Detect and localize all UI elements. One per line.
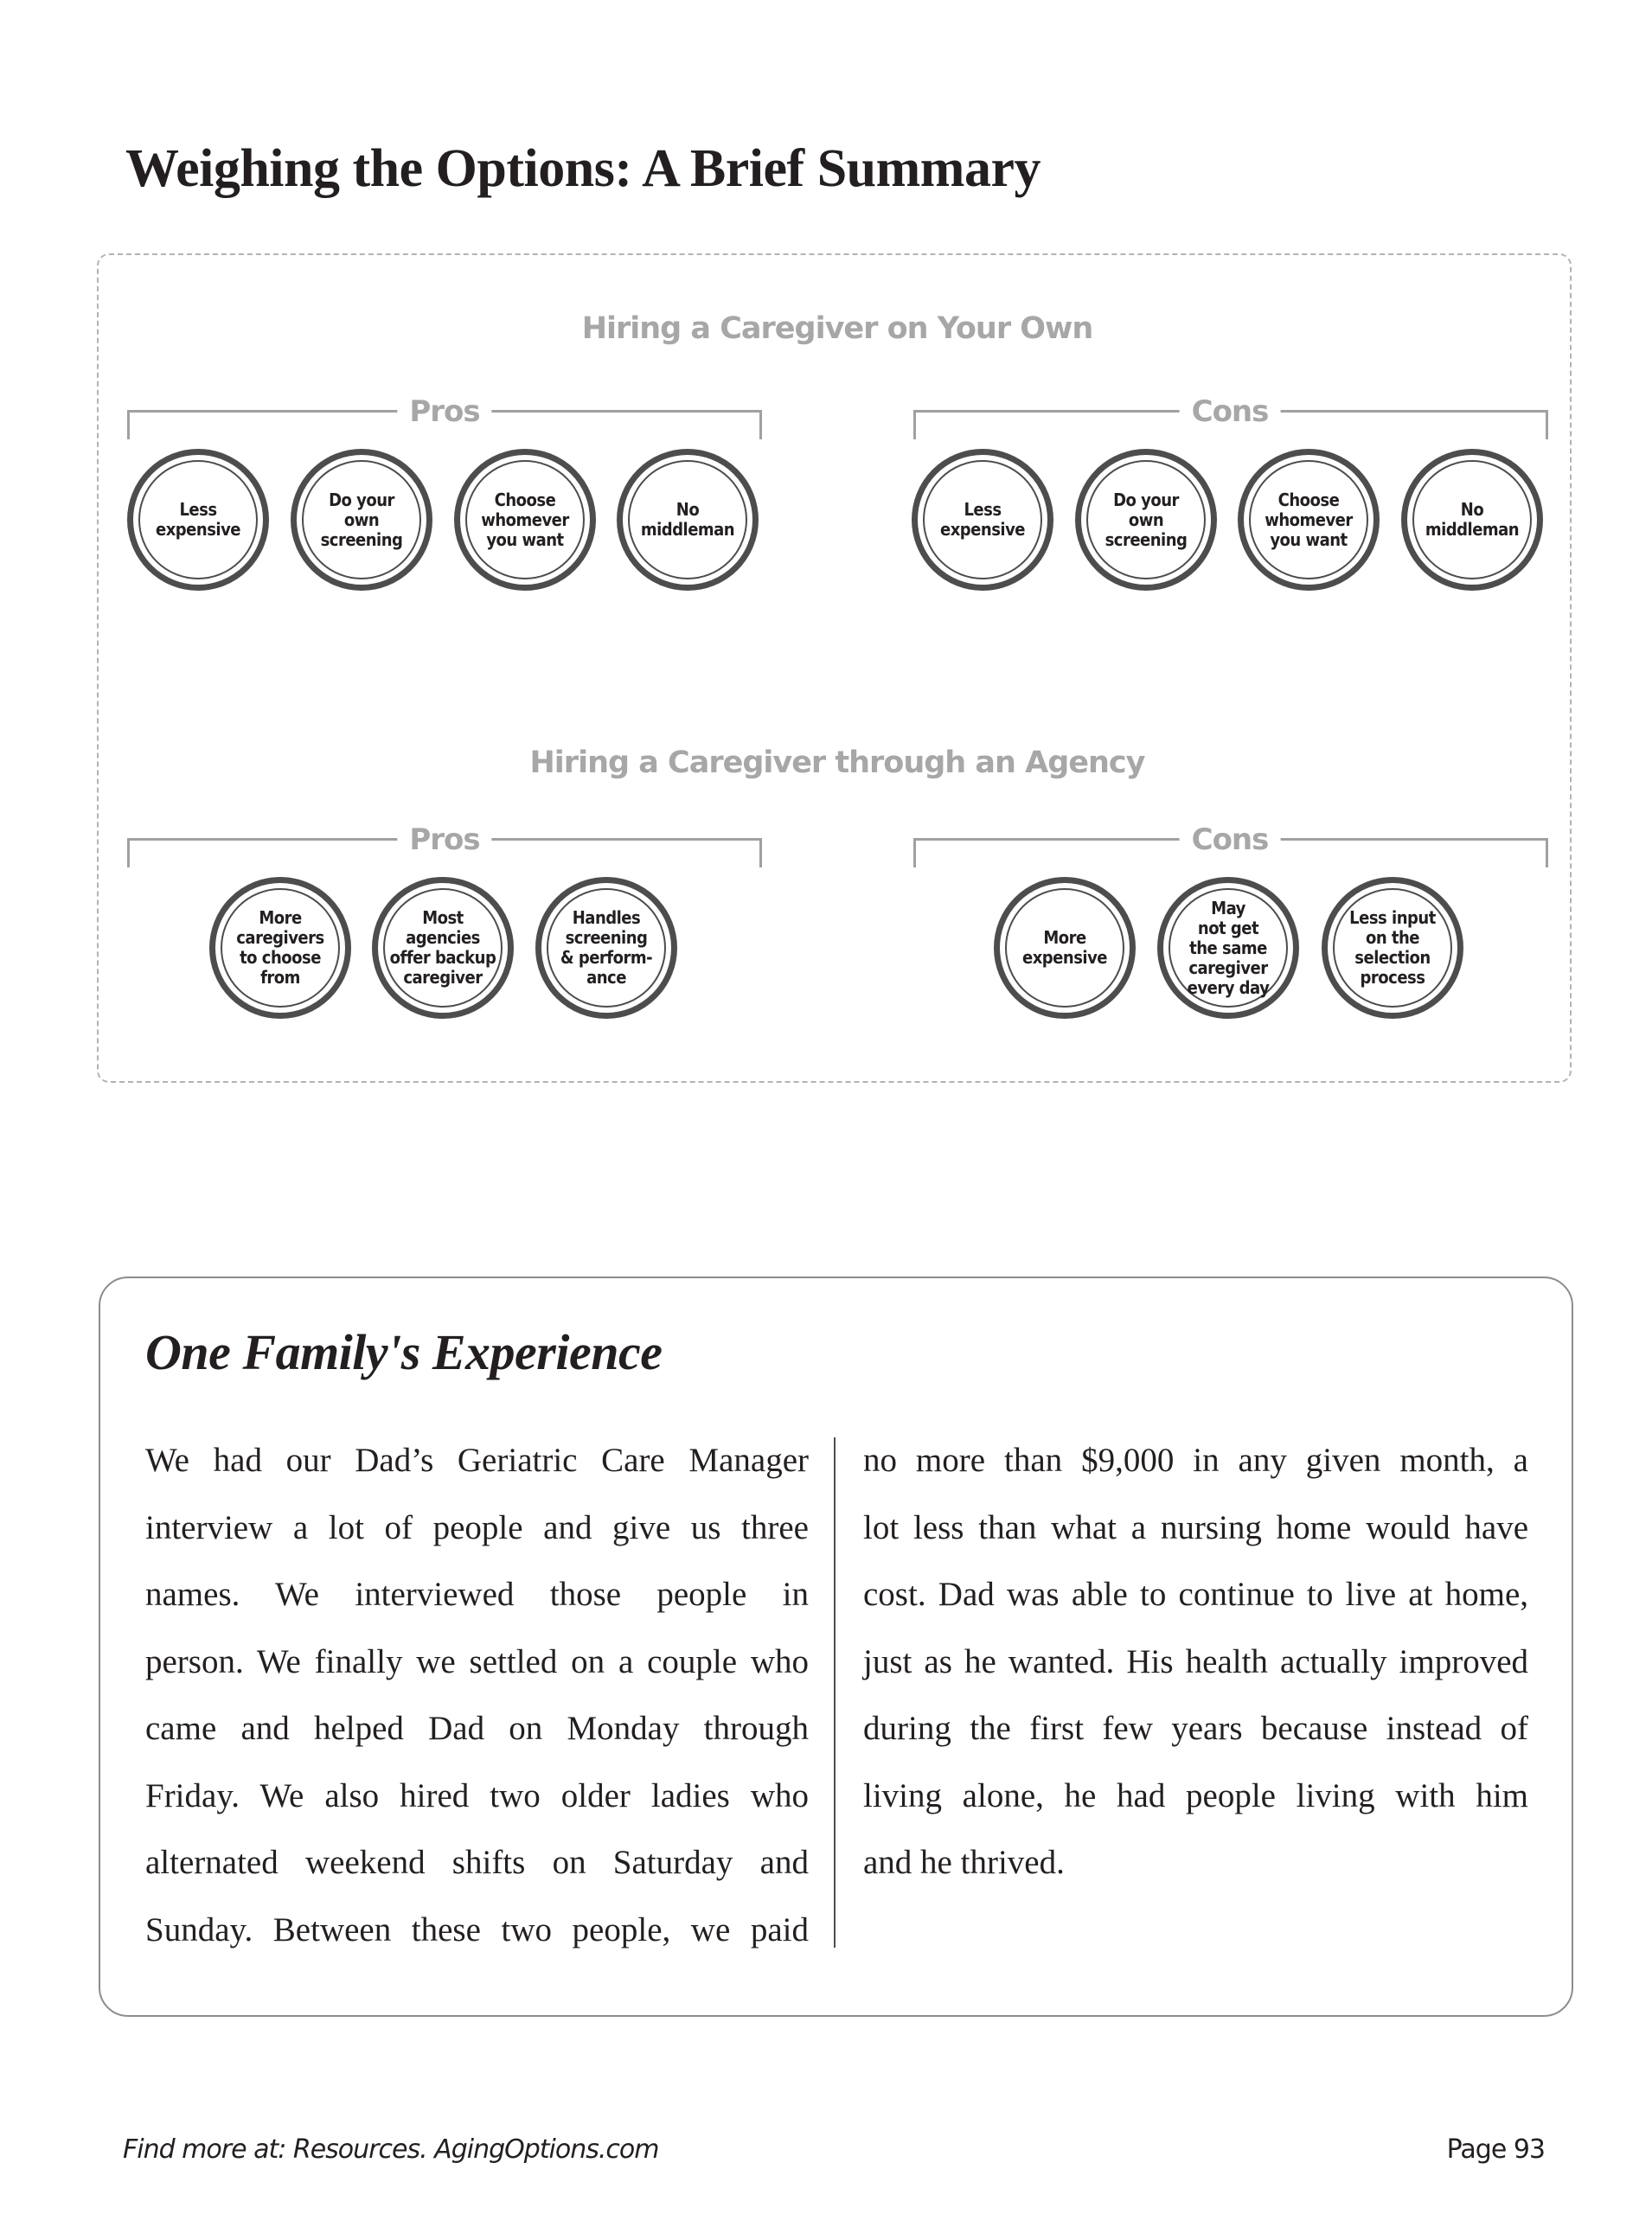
own-pro-circle [454,449,596,591]
agency-con-circle-inner [1005,888,1124,1008]
cons-label-agency: Cons [1180,822,1281,857]
own-con-circle [1401,449,1543,591]
paragraph-line: living alone, he had people living with him [863,1776,1528,1814]
own-con-circle [1238,449,1380,591]
own-pro-circle [617,449,759,591]
own-con-circle-inner [923,460,1042,579]
paragraph-line: interview a lot of people and give us three [145,1508,809,1546]
own-con-circle-label: No middleman [1425,499,1520,540]
own-pro-circle-inner [628,460,747,579]
own-pro-circle-inner [138,460,258,579]
agency-pro-circle-inner [221,888,340,1008]
agency-pro-circle-inner [383,888,503,1008]
own-con-circle-inner [1412,460,1532,579]
paragraph-line: lot less than what a nursing home would have [863,1508,1528,1546]
own-pro-circle [127,449,269,591]
cons-label-own: Cons [1180,394,1281,429]
page-title: Weighing the Options: A Brief Summary [125,139,1041,198]
agency-con-circle-inner [1169,888,1288,1008]
agency-pro-circle-inner [547,888,666,1008]
agency-pro-circle-label: Most agencies offer backup caregiver [389,907,496,988]
paragraph-line: Sunday. Between these two people, we paid [145,1910,809,1948]
own-pro-circle-label: Less expensive [155,499,241,540]
pros-label-agency: Pros [397,822,491,857]
agency-con-circle [1322,877,1463,1019]
section-title-own: Hiring a Caregiver on Your Own [581,311,1093,346]
own-pro-circle-label: No middleman [640,499,735,540]
own-pro-circle-label: Do your own screening [320,489,403,550]
agency-con-circle-label: May not get the same caregiver every day [1187,897,1270,998]
section-title-agency: Hiring a Caregiver through an Agency [529,745,1145,780]
experience-heading: One Family's Experience [145,1324,663,1380]
paragraph-line: and he thrived. [863,1844,1065,1881]
agency-pro-circle-label: Handles screening & perform- ance [560,907,653,988]
paragraph-line: names. We interviewed those people in [145,1576,809,1613]
paragraph-line: during the first few years because instead of [863,1710,1528,1747]
agency-pro-circle [372,877,514,1019]
agency-pro-circle-label: More caregivers to choose from [236,907,324,988]
own-con-circle-label: Do your own screening [1105,489,1188,550]
own-con-circle-label: Less expensive [939,499,1026,540]
own-pro-circle-label: Choose whomever you want [481,489,569,550]
own-con-circle-inner [1086,460,1206,579]
own-con-circle-label: Choose whomever you want [1265,489,1353,550]
paragraph-line: just as he wanted. His health actually improved [863,1642,1528,1680]
own-pro-circle-inner [302,460,421,579]
own-con-circle [912,449,1053,591]
agency-con-circle [994,877,1136,1019]
paragraph-line: cost. Dad was able to continue to live at home, [863,1576,1528,1613]
own-con-circle [1075,449,1217,591]
page-number: Page 93 [1446,2134,1545,2165]
agency-con-circle [1157,877,1299,1019]
paragraph-line: no more than $9,000 in any given month, a [863,1442,1528,1479]
agency-pro-circle [209,877,351,1019]
paragraph-line: We had our Dad’s Geriatric Care Manager [145,1442,809,1479]
agency-con-circle-label: Less input on the selection process [1349,907,1436,988]
paragraph-line: person. We finally we settled on a couple who [145,1642,809,1680]
paragraph-line: Friday. We also hired two older ladies who [145,1776,809,1814]
agency-con-circle-inner [1333,888,1452,1008]
pros-label-own: Pros [397,394,491,429]
experience-column-right [863,1427,1528,1897]
footer-resource-link[interactable]: Find more at: Resources. AgingOptions.com [123,2134,659,2165]
experience-column-left [145,1427,809,1963]
own-pro-circle-inner [465,460,585,579]
paragraph-line: came and helped Dad on Monday through [145,1710,809,1747]
agency-con-circle-label: More expensive [1021,927,1108,968]
own-pro-circle [291,449,432,591]
column-divider [834,1437,836,1948]
own-con-circle-inner [1249,460,1368,579]
paragraph-line: alternated weekend shifts on Saturday and [145,1844,809,1881]
agency-pro-circle [535,877,677,1019]
